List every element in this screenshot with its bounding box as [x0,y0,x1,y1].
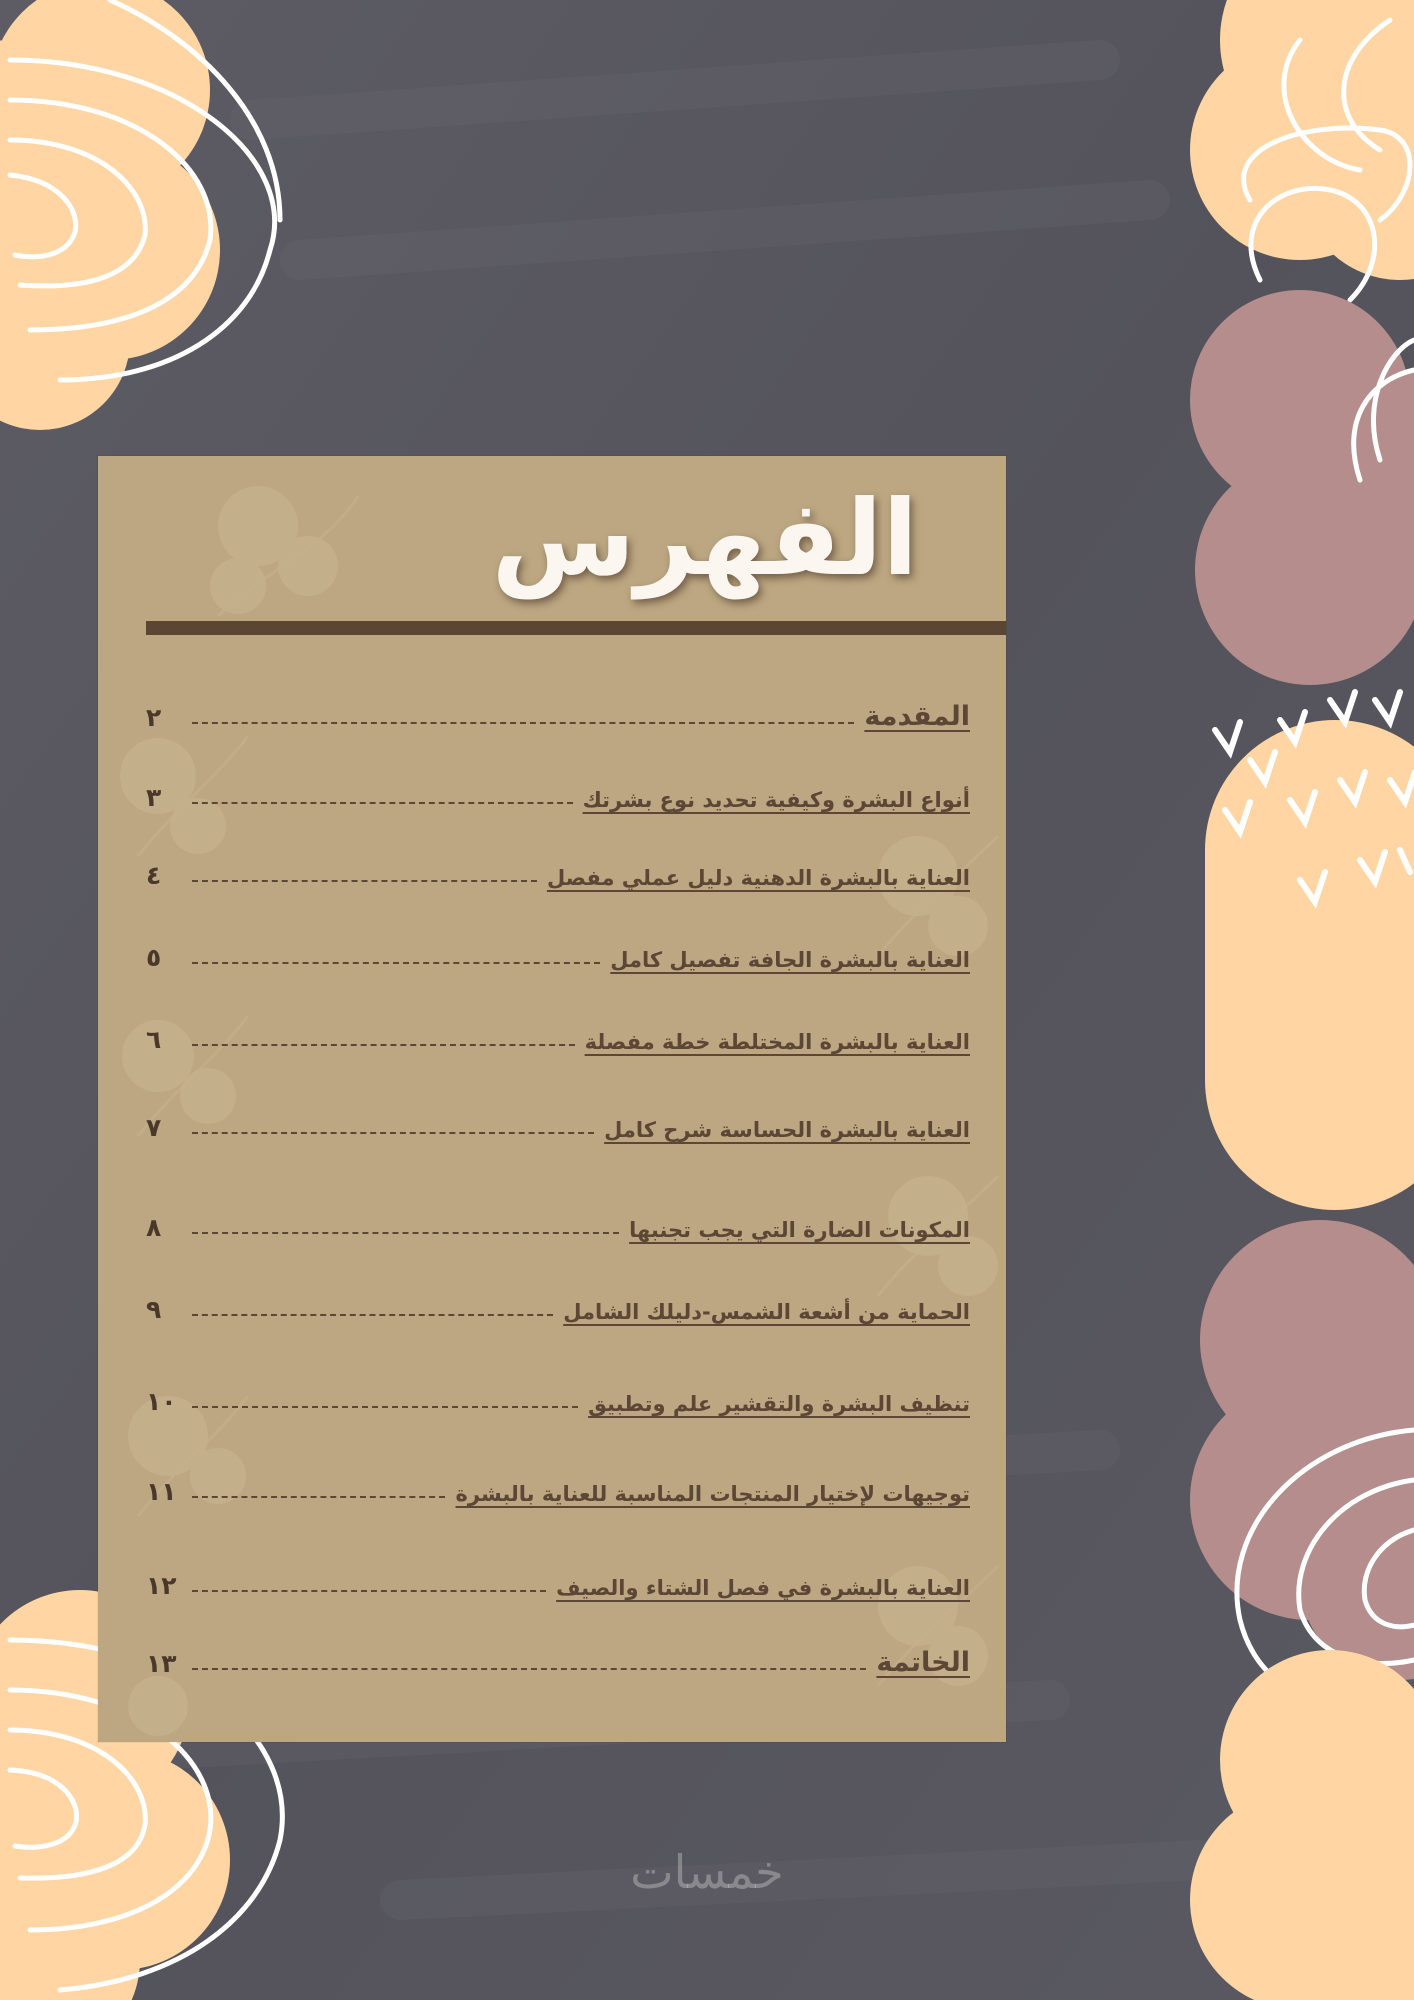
toc-item-page: ٢ [146,703,162,732]
toc-item-page: ١١ [146,1477,177,1506]
dotted-leader [192,962,600,964]
toc-item-page: ٦ [146,1025,162,1054]
toc-item-label[interactable]: العناية بالبشرة المختلطة خطة مفصلة [584,1030,970,1054]
toc-item-label[interactable]: توجيهات لإختيار المنتجات المناسبة للعناية بالبشرة [455,1482,970,1506]
toc-item-page: ٨ [146,1213,162,1242]
toc-item-page: ٤ [146,861,162,890]
watermark: خمسات [630,1845,784,1899]
toc-item-label[interactable]: أنواع البشرة وكيفية تحديد نوع بشرتك [582,788,970,812]
dotted-leader [192,1590,546,1592]
toc-item-label[interactable]: الحماية من أشعة الشمس-دليلك الشامل [563,1300,970,1324]
toc-item-page: ٩ [146,1295,162,1324]
toc-item-introduction[interactable] [146,682,970,732]
mauve-blob-lower-right [1190,1220,1414,1707]
toc-item-label[interactable]: المكونات الضارة التي يجب تجنبها [629,1218,970,1242]
toc-item-label[interactable]: تنظيف البشرة والتقشير علم وتطبيق [588,1392,970,1416]
toc-item-page: ١٣ [146,1649,177,1678]
toc-item-page: ٥ [146,943,162,972]
peach-blob-top-right [1190,0,1414,300]
toc-item-page: ١٠ [146,1387,177,1416]
toc-item-label[interactable]: المقدمة [864,701,970,732]
dotted-leader [192,880,537,882]
dotted-leader [192,802,573,804]
toc-item-label[interactable]: العناية بالبشرة الحساسة شرح كامل [604,1118,970,1142]
toc-item-dry-skin[interactable] [146,922,970,972]
toc-item-page: ٣ [146,783,162,812]
toc-title: الفهرس [491,477,918,599]
toc-item-label[interactable]: العناية بالبشرة الجافة تفصيل كامل [610,948,970,972]
toc-item-harmful-ingredients[interactable] [146,1192,970,1242]
toc-item-label[interactable]: العناية بالبشرة الدهنية دليل عملي مفصل [546,866,970,890]
toc-item-combination-skin[interactable] [146,1004,970,1054]
toc-item-sun-protection[interactable] [146,1274,970,1324]
toc-item-skin-types[interactable] [146,762,970,812]
toc-item-label[interactable]: الخاتمة [876,1647,970,1678]
toc-item-oily-skin[interactable] [146,840,970,890]
toc-item-sensitive-skin[interactable] [146,1092,970,1142]
peach-flower-top-left [0,0,280,430]
peach-capsule-right [1205,692,1414,1210]
dotted-leader [192,1132,594,1134]
title-divider [146,621,1006,635]
toc-item-cleansing-exfoliation[interactable] [146,1366,970,1416]
dotted-leader [192,1496,445,1498]
dotted-leader [192,1668,866,1670]
dotted-leader [192,722,854,724]
peach-blob-bottom-right [1190,1650,1414,2000]
toc-item-page: ١٢ [146,1571,177,1600]
toc-item-page: ٧ [146,1113,162,1142]
dotted-leader [192,1314,553,1316]
dotted-leader [192,1044,575,1046]
dotted-leader [192,1232,619,1234]
toc-item-winter-summer[interactable] [146,1550,970,1600]
toc-item-conclusion[interactable] [146,1628,970,1678]
dotted-leader [192,1406,578,1408]
toc-panel [98,456,1006,1742]
toc-item-label[interactable]: العناية بالبشرة في فصل الشتاء والصيف [556,1576,970,1600]
mauve-blob-upper-right [1190,290,1414,685]
toc-item-choosing-products[interactable] [146,1456,970,1506]
